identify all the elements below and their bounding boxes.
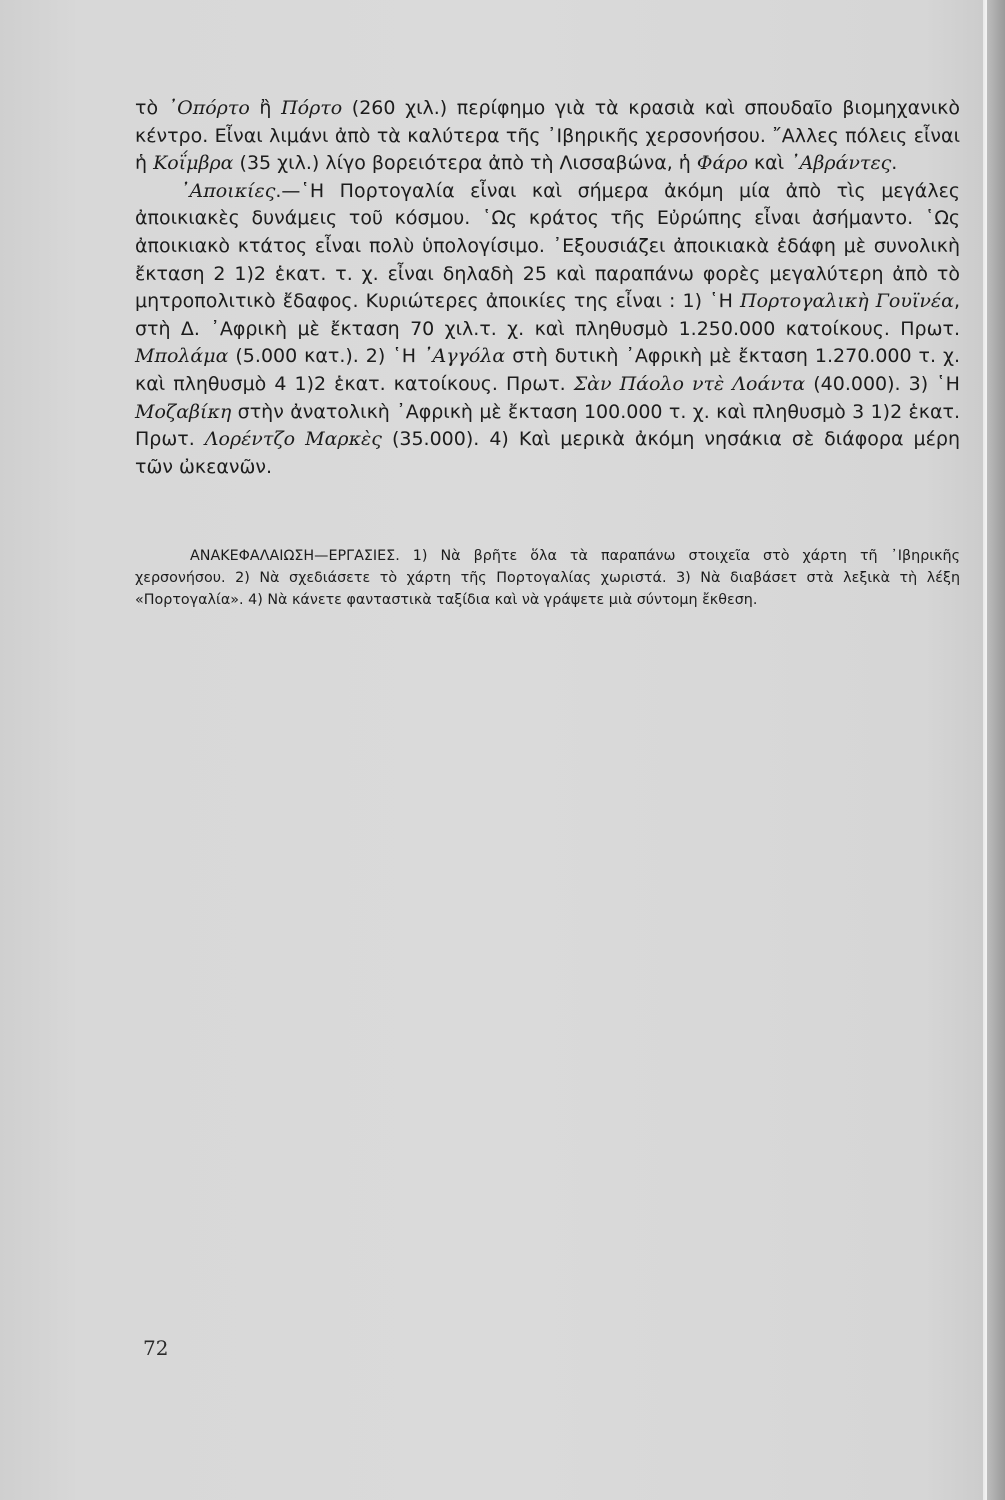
text-run: (35.000). 4) Καὶ μερικὰ ἀκόμη νησάκια σὲ διάφορα μέρη τῶν ὠκεανῶν. bbox=[135, 428, 960, 478]
exercises-block: ΑΝΑΚΕΦΑΛΑΙΩΣΗ—ΕΡΓΑΣΙΕΣ. 1) Νὰ βρῆτε ὅλα τὰ παραπάνω στοιχεῖα στὸ χάρτη τῆ ᾿Ιβηρικῆς χερσονήσου. 2) Νὰ σχεδιάσετε τὸ χάρτη τῆς Πορτογαλίας χωριστά. 3) Νὰ διαβάσετ στὰ λεξικὰ τὴ λέξη «Πορτογαλία». 4) Νὰ κάνετε φανταστικὰ ταξίδια καὶ νὰ γράψετε μιὰ σύντομη ἔκθεση. bbox=[135, 548, 960, 608]
paragraph-porto bbox=[135, 95, 960, 178]
place-name: Φάρο bbox=[696, 152, 748, 175]
text-run: τὸ bbox=[135, 97, 168, 119]
place-name: Λορέντζο Μαρκὲς bbox=[204, 428, 382, 451]
text-run: (40.000). 3) ῾Η bbox=[805, 372, 960, 395]
text-run: . bbox=[891, 152, 898, 175]
text-run: (260 χιλ.) περίφημο γιὰ τὰ κρασιὰ καὶ σπουδαῖο βιομηχανικὸ κέντρο. Εἶναι λιμάνι ἀπὸ τὰ καλύτερα τῆς ᾿Ιβηρικῆς χερσονήσου. ῎Αλλες πόλεις εἶναι ἡ bbox=[135, 97, 960, 175]
section-heading: ᾿Αποικίες bbox=[180, 179, 276, 202]
place-name: ᾿Αγγόλα bbox=[423, 345, 506, 368]
text-run: στὴ δυτικὴ ᾿Αφρικὴ μὲ ἔκταση 1.270.000 τ. χ. καὶ πληθυσμὸ 4 1)2 ἑκατ. κατοίκους. Πρωτ. bbox=[135, 345, 961, 395]
text-run: (35 χιλ.) λίγο βορειότερα ἀπὸ τὴ Λισσαβώνα, ἡ bbox=[233, 152, 697, 175]
place-name: ᾿Αβράντες bbox=[790, 152, 892, 175]
text-run: .—῾Η Πορτογαλία εἶναι καὶ σήμερα ἀκόμη μία ἀπὸ τὶς μεγάλες ἀποικιακὲς δυνάμεις τοῦ κόσμου. ῾Ως κράτος τῆς Εὐρώπης εἶναι ἀσήμαντο. ῾Ως ἀποικιακὸ κτάτος εἶναι πολὺ ὑπολογίσιμο. ᾿Εξουσιάζει ἀποικιακὰ ἐδάφη μὲ συνολικὴ ἔκταση 2 1)2 ἑκατ. τ. χ. εἶναι δηλαδὴ 25 καὶ παραπάνω φορὲς μεγαλύτερη ἀπὸ τὸ μητροπολιτικὸ ἔδαφος. Κυριώτερες ἀποικίες της εἶναι : 1) ῾Η bbox=[135, 179, 960, 313]
text-run: καὶ bbox=[747, 152, 791, 175]
place-name: Μοζαβίκη bbox=[135, 400, 232, 423]
page-number: 72 bbox=[143, 1336, 169, 1360]
text-run: , στὴ Δ. ᾿Αφρικὴ μὲ ἔκταση 70 χιλ.τ. χ. καὶ πληθυσμὸ 1.250.000 κατοίκους. Πρωτ. bbox=[135, 290, 960, 340]
paragraph-colonies bbox=[135, 178, 960, 482]
body-text bbox=[135, 95, 960, 481]
text-run: (5.000 κατ.). 2) ῾Η bbox=[228, 345, 423, 368]
place-name: Πόρτο bbox=[281, 97, 343, 119]
text-run: ἢ bbox=[249, 97, 282, 119]
place-name: ᾿Οπόρτο bbox=[167, 97, 250, 119]
place-name: Μπολάμα bbox=[135, 345, 229, 368]
place-name: Σὰν Πάολο ντὲ Λοάντα bbox=[573, 372, 806, 395]
page-edge-shadow bbox=[987, 0, 1005, 1500]
place-name: Κοΐμβρα bbox=[153, 152, 234, 175]
place-name: Πορτογαλικὴ Γουϊνέα bbox=[740, 290, 954, 313]
text-run: στὴν ἀνατολικὴ ᾿Αφρικὴ μὲ ἔκταση 100.000 τ. χ. καὶ πληθυσμὸ 3 1)2 ἑκατ. Πρωτ. bbox=[135, 400, 960, 451]
